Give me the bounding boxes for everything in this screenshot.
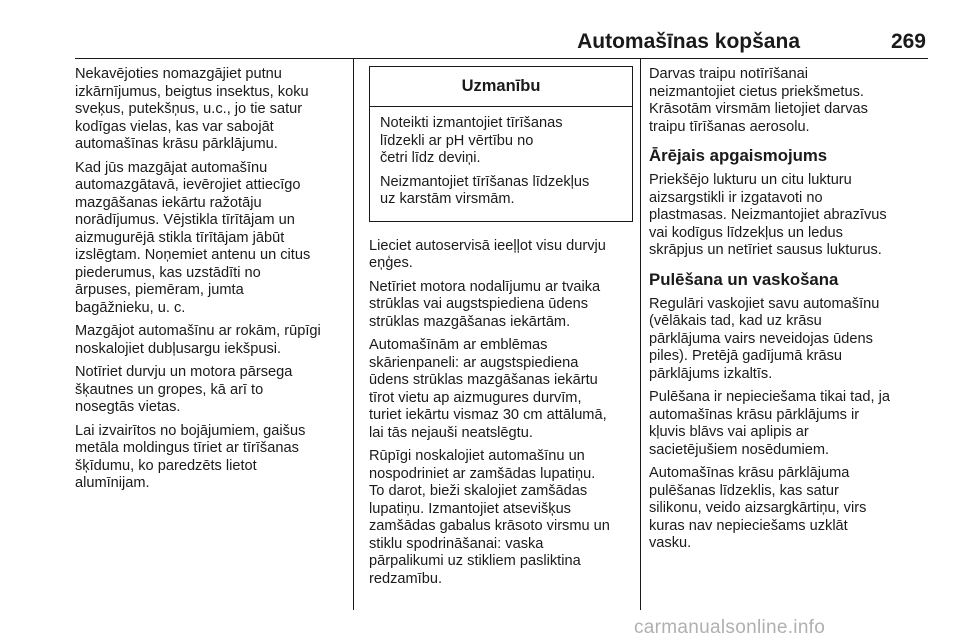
paragraph: Automašīnām ar emblēmas skārienpaneli: ar augstspiediena ūdens strūklas mazgāšanas iekārtu tīrot vietu ap aizmugures durvīm, turiet iekārtu vismaz 30 cm attālumā, lai tās nejauši neatslēgtu.	[369, 337, 607, 441]
notice-paragraph: Noteikti izmantojiet tīrīšanas līdzekli ar pH vērtību no četri līdz deviņi.	[380, 115, 563, 166]
header-divider	[75, 58, 928, 59]
caution-notice-title: Uzmanību	[370, 67, 632, 107]
paragraph: Regulāri vaskojiet savu automašīnu (vēlākais tad, kad uz krāsu pārklājuma vairs neveidojas ūdens piles). Pretējā gadījumā krāsu pārklājums izkaltīs.	[649, 295, 880, 382]
caution-notice-body	[370, 107, 632, 221]
watermark: carmanualsonline.info	[634, 617, 826, 638]
paragraph: Mazgājot automašīnu ar rokām, rūpīgi noskalojiet dubļusargu iekšpusi.	[75, 323, 321, 357]
paragraph: Nekavējoties nomazgājiet putnu izkārnījumus, beigtus insektus, koku sveķus, putekšņus, u.c., jo tie satur kodīgas vielas, kas var sabojāt automašīnas krāsu pārklājumu.	[75, 66, 309, 152]
column-divider-1	[353, 58, 354, 610]
paragraph: Netīriet motora nodalījumu ar tvaika strūklas vai augstspiediena ūdens strūklas mazgāšanas iekārtām.	[369, 278, 601, 330]
page-title: Automašīnas kopšana	[577, 30, 800, 53]
paragraph: Pulēšana ir nepieciešama tikai tad, ja automašīnas krāsu pārklājums ir kļuvis blāvs vai aplipis ar sacietējušiem nosēdumiem.	[649, 389, 890, 458]
paragraph: Darvas traipu notīrīšanai neizmantojiet cietus priekšmetus. Krāsotām virsmām lietojiet darvas traipu tīrīšanas aerosolu.	[649, 66, 868, 135]
column-divider-2	[640, 58, 641, 610]
paragraph: Rūpīgi noskalojiet automašīnu un nospodriniet ar zamšādas lupatiņu. To darot, bieži skalojiet zamšādas lupatiņu. Izmantojiet atsevišķus zamšādas gabalus krāsoto virsmu un stiklu spodrināšanai: vaska pārpalikumi uz stikliem pasliktina redzamību.	[369, 448, 610, 587]
caution-notice-box	[369, 66, 633, 222]
column-middle	[369, 66, 633, 594]
paragraph: Priekšējo lukturu un citu lukturu aizsargstikli ir izgatavoti no plastmasas. Neizmantojiet abrazīvus vai kodīgus līdzekļus un ledus skrāpjus un netīriet sausus lukturus.	[649, 172, 887, 258]
paragraph: Kad jūs mazgājat automašīnu automazgātavā, ievērojiet attiecīgo mazgāšanas iekārtu ražotāju norādījumus. Vējstikla tīrītājam un aizmugurējā stikla tīrītājam jābūt izslēgtam. Noņemiet antenu un citus piederumus, kas uzstādīti no ārpuses, piemēram, jumta bagāžnieku, u. c.	[75, 159, 311, 316]
paragraph: Lai izvairītos no bojājumiem, gaišus metāla moldingus tīriet ar tīrīšanas šķīdumu, ko paredzēts lietot alumīnijam.	[75, 422, 306, 491]
paragraph: Notīriet durvju un motora pārsega šķautnes un gropes, kā arī to nosegtās vietas.	[75, 364, 293, 415]
paragraph: Automašīnas krāsu pārklājuma pulēšanas līdzeklis, kas satur silikonu, veido aizsargkārtiņu, virs kuras nav nepieciešams uzklāt vasku.	[649, 465, 867, 551]
section-heading-polishing-waxing: Pulēšana un vaskošana	[649, 269, 839, 289]
page-number: 269	[890, 30, 926, 53]
paragraph: Lieciet autoservisā ieeļļot visu durvju eņģes.	[369, 237, 606, 271]
notice-paragraph: Neizmantojiet tīrīšanas līdzekļus uz karstām virsmām.	[380, 173, 590, 207]
section-heading-exterior-lights: Ārējais apgaismojums	[649, 146, 828, 165]
column-right	[649, 66, 929, 559]
column-left	[75, 66, 353, 499]
